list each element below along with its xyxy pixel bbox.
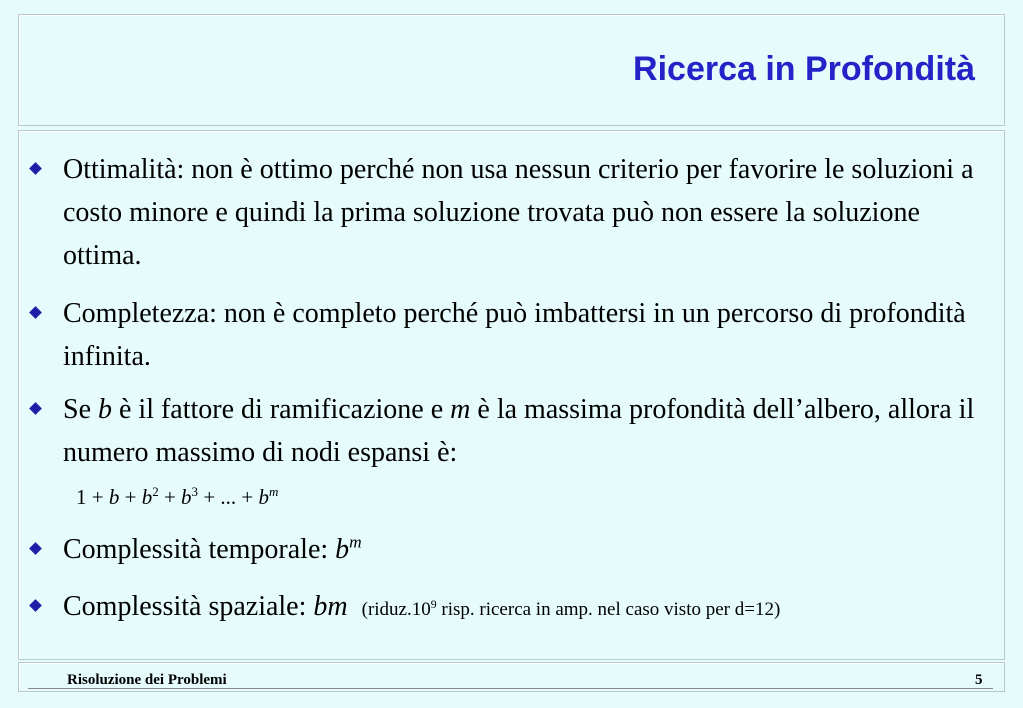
space-reduction-note: ($riduz.10^9$ risp. ricerca in amp. nel caso visto per d=12) [361, 597, 781, 620]
bullet-text: Ottimalità: non è ottimo perché non usa nessun criterio per favorire le soluzioni a costo minore e quindi la prima soluzione trovata può non essere la soluzione ottima. [63, 154, 974, 271]
bullet-completezza [31, 292, 981, 378]
slide-title: Ricerca in Profondità [633, 50, 975, 88]
bullet-fattore-ramificazione [31, 388, 981, 474]
diamond-bullet-icon [29, 162, 42, 175]
bullet-complessita-spaziale [31, 585, 981, 631]
variable-m: m [450, 394, 471, 425]
page-number: 5 [975, 672, 983, 688]
diamond-bullet-icon [29, 542, 42, 555]
bullet-text: Complessità spaziale: bm ($riduz.10^9$ risp. ricerca in amp. nel caso visto per d=12) [63, 591, 781, 622]
diamond-bullet-icon [29, 402, 42, 415]
bullet-complessita-temporale [31, 528, 981, 571]
bullet-ottimalita [31, 148, 981, 277]
footer-underline [28, 688, 993, 689]
bullet-text: Complessità temporale: $b^m$ [63, 532, 362, 565]
diamond-bullet-icon [29, 306, 42, 319]
bullet-text: Se b è il fattore di ramificazione e m è la massima profondità dell’albero, allora il numero massimo di nodi espansi è: [63, 394, 975, 468]
bullet-text: Completezza: non è completo perché può imbattersi in un percorso di profondità infinita. [63, 298, 966, 372]
node-count-formula: $1 + b + b^2 + b^3$ + ... + $b^m$ [76, 484, 279, 509]
variable-b: b [98, 394, 112, 425]
diamond-bullet-icon [29, 599, 42, 612]
footer-title: Risoluzione dei Problemi [67, 672, 227, 688]
